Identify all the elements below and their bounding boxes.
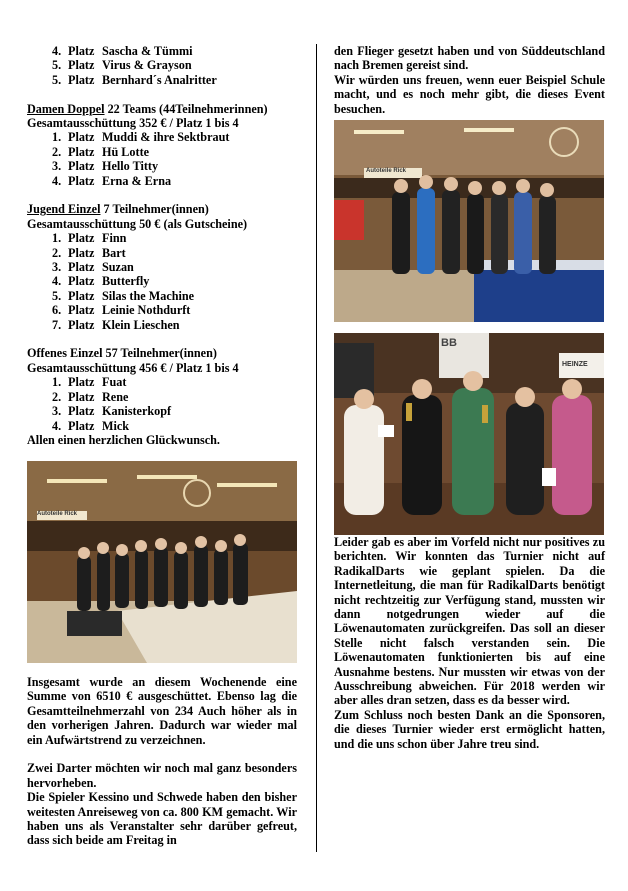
left-column (27, 0, 298, 447)
travel-paragraph: Die Spieler Kessino und Schwede haben den bisher weitesten Anreiseweg von ca. 800 KM gemacht. Wir haben uns als Veranstalter sehr darüber gefreut, dass sich beide am Freitag in (27, 790, 297, 848)
photo-sign-text: Autoteile Rick (366, 168, 407, 174)
list-item: 4. Platz Erna & Erna (52, 173, 172, 188)
sponsors-paragraph: Zum Schluss noch besten Dank an die Sponsoren, die dieses Turnier wieder erst ermöglicht hatten, und die uns schon über Jahre treu sind. (334, 707, 605, 751)
list-item: 5. Platz Virus & Grayson (52, 58, 192, 73)
list-item: 3. Platz Hello Titty (52, 159, 159, 174)
list-item: 5. Platz Bernhard´s Analritter (52, 72, 217, 87)
example-paragraph: Wir würden uns freuen, wenn euer Beispiel Schule macht, und es noch mehr gibt, die dieses Event besuchen. (334, 72, 605, 116)
highlight-paragraph: Zwei Darter möchten wir noch mal ganz besonders hervorheben. (27, 761, 297, 790)
top-placements-list (27, 44, 298, 87)
list-item: 4. Platz Sascha & Tümmi (52, 44, 193, 58)
damen-doppel-heading: Damen Doppel 22 Teams (44Teilnehmerinnen) (27, 101, 268, 116)
list-item: 1. Platz Fuat (52, 375, 127, 390)
list-item: 2. Platz Hü Lotte (52, 144, 150, 159)
list-item: 3. Platz Suzan (52, 260, 134, 275)
issues-paragraph: Leider gab es aber im Vorfeld nicht nur positives zu berichten. Wir konnten das Turnier nicht auf RadikalDarts wie geplant spielen. Da die Internetleitung, die man für RadikalDarts benötigt nicht rechtzeitig zur Verfügung stand, mussten wir dann notgedrungen wieder auf die Löwenautomaten zurückgreifen. Das soll an dieser Stelle nicht falsch verstanden sein. Die Löwenautomaten funktionierten bis auf eine Ausnahme bestens. Nur mussten wir etwas von der Ausschreibung abweichen. Für 2018 werden wir aber alles dran setzen, dass es da besser wird. (334, 535, 605, 708)
list-item: 1. Platz Muddi & ihre Sektbraut (52, 130, 230, 145)
offenes-einzel-payout: Gesamtausschüttung 456 € / Platz 1 bis 4 (27, 360, 239, 375)
offenes-einzel-list (27, 375, 298, 433)
photo-sign-text: HEINZE (562, 361, 588, 368)
summary-paragraph: Insgesamt wurde an diesem Wochenende eine Summe von 6510 € ausgeschüttet. Ebenso lag die Gesamtteilnehmerzahl von 234 Auch höher als in den vorherigen Jahren. Dadurch war wieder mal ein Aufwärtstrend zu verzeichnen. (27, 675, 297, 747)
offenes-einzel-heading: Offenes Einzel 57 Teilnehmer(innen) (27, 346, 217, 361)
list-item: 4. Platz Mick (52, 418, 130, 433)
group-photo-image (27, 461, 297, 663)
left-lower-text (27, 675, 297, 848)
list-item: 6. Platz Leinie Nothdurft (52, 303, 191, 318)
winners-photo-women (334, 333, 604, 535)
flight-paragraph: den Flieger gesetzt haben und von Süddeutschland nach Bremen gereist sind. (334, 44, 605, 73)
right-upper-text (334, 44, 605, 116)
photo-sign-text: BB (441, 337, 457, 349)
list-item: 1. Platz Finn (52, 231, 127, 246)
photo-sign-text: Autoteile Rick (37, 511, 78, 517)
right-lower-text (334, 535, 605, 751)
jugend-einzel-list (27, 231, 298, 332)
winners-photo-men-image (334, 120, 604, 322)
list-item: 2. Platz Rene (52, 389, 129, 404)
winners-photo-men (334, 120, 604, 322)
column-divider (316, 44, 317, 852)
damen-doppel-payout: Gesamtausschüttung 352 € / Platz 1 bis 4 (27, 116, 239, 131)
list-item: 3. Platz Kanisterkopf (52, 404, 172, 419)
list-item: 2. Platz Bart (52, 245, 126, 260)
jugend-einzel-heading: Jugend Einzel 7 Teilnehmer(innen) (27, 202, 209, 217)
list-item: 7. Platz Klein Lieschen (52, 317, 180, 332)
list-item: 4. Platz Butterfly (52, 274, 150, 289)
congratulations-text: Allen einen herzlichen Glückwunsch. (27, 432, 220, 447)
list-item: 5. Platz Silas the Machine (52, 288, 195, 303)
damen-doppel-list (27, 130, 298, 188)
group-photo-hall (27, 461, 297, 663)
jugend-einzel-payout: Gesamtausschüttung 50 € (als Gutscheine) (27, 216, 248, 231)
